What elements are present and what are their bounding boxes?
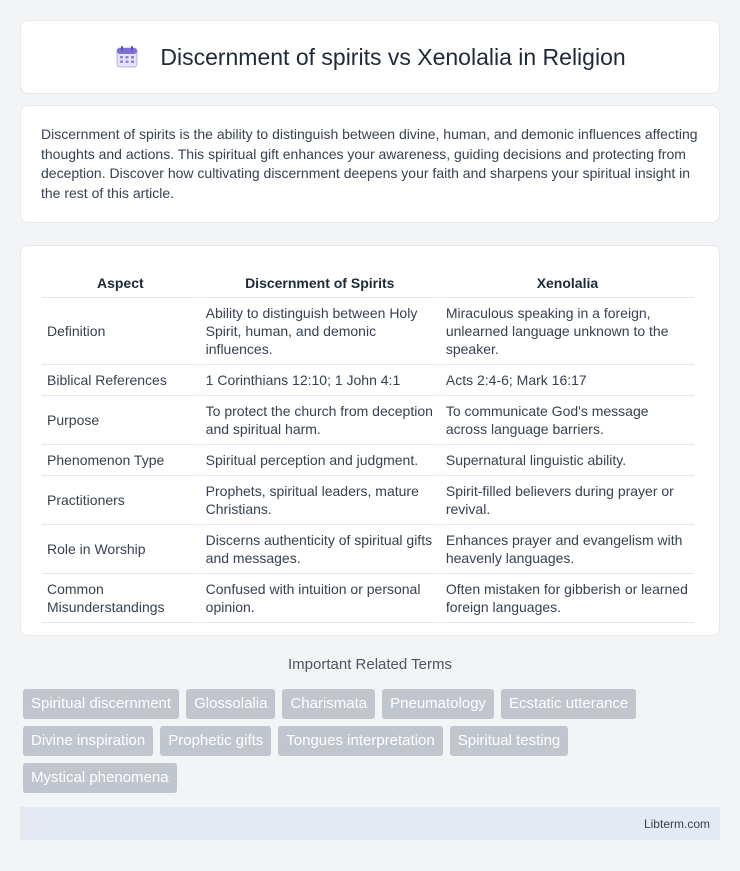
tag-charismata[interactable]: Charismata [282, 689, 375, 719]
cell-xenolalia: Miraculous speaking in a foreign, unlearned language unknown to the speaker. [441, 298, 694, 365]
title-card [20, 20, 720, 94]
cell-discernment: Spiritual perception and judgment. [201, 445, 439, 476]
tag-pneumatology[interactable]: Pneumatology [382, 689, 494, 719]
tag-divine-inspiration[interactable]: Divine inspiration [23, 726, 153, 756]
footer [20, 807, 720, 840]
tag-mystical-phenomena[interactable]: Mystical phenomena [23, 763, 177, 793]
cell-xenolalia: Supernatural linguistic ability. [441, 445, 694, 476]
table-row [42, 396, 694, 445]
cell-discernment: 1 Corinthians 12:10; 1 John 4:1 [201, 365, 439, 396]
tag-spiritual-testing[interactable]: Spiritual testing [450, 726, 569, 756]
intro-card [20, 105, 720, 223]
page-title: Discernment of spirits vs Xenolalia in Religion [160, 43, 626, 70]
cell-aspect: Biblical References [42, 365, 199, 396]
table-row [42, 365, 694, 396]
cell-discernment: Confused with intuition or personal opinion. [201, 574, 439, 623]
table-row [42, 298, 694, 365]
related-terms-title: Important Related Terms [288, 656, 452, 673]
table-header-row [42, 264, 694, 298]
cell-xenolalia: Spirit-filled believers during prayer or revival. [441, 476, 694, 525]
table-row [42, 525, 694, 574]
tag-tongues-interpretation[interactable]: Tongues interpretation [278, 726, 442, 756]
cell-aspect: Role in Worship [42, 525, 199, 574]
tag-spiritual-discernment[interactable]: Spiritual discernment [23, 689, 179, 719]
footer-site-link[interactable]: Libterm.com [643, 816, 710, 831]
cell-xenolalia: Often mistaken for gibberish or learned foreign languages. [441, 574, 694, 623]
cell-aspect: Common Misunderstandings [42, 574, 199, 623]
cell-discernment: Ability to distinguish between Holy Spirit, human, and demonic influences. [201, 298, 439, 365]
header-aspect: Aspect [42, 264, 199, 298]
cell-aspect: Definition [42, 298, 199, 365]
comparison-table [40, 264, 696, 623]
cell-xenolalia: To communicate God's message across language barriers. [441, 396, 694, 445]
header-xenolalia: Xenolalia [441, 264, 694, 298]
tag-glossolalia[interactable]: Glossolalia [186, 689, 275, 719]
cell-discernment: Prophets, spiritual leaders, mature Christians. [201, 476, 439, 525]
tag-prophetic-gifts[interactable]: Prophetic gifts [160, 726, 271, 756]
cell-discernment: Discerns authenticity of spiritual gifts and messages. [201, 525, 439, 574]
cell-aspect: Practitioners [42, 476, 199, 525]
cell-xenolalia: Acts 2:4-6; Mark 16:17 [441, 365, 694, 396]
cell-aspect: Phenomenon Type [42, 445, 199, 476]
table-row [42, 445, 694, 476]
cell-aspect: Purpose [42, 396, 199, 445]
table-row [42, 476, 694, 525]
intro-text: Discernment of spirits is the ability to distinguish between divine, human, and demonic influences affecting thoughts and actions. This spiritual gift enhances your awareness, guiding decisions and protecting from deception. Discover how cultivating discernment deepens your faith and sharpens your spiritual insight in the rest of this article. [41, 126, 698, 201]
calendar-icon [114, 44, 140, 70]
cell-discernment: To protect the church from deception and spiritual harm. [201, 396, 439, 445]
related-terms-tags [23, 689, 723, 793]
tag-ecstatic-utterance[interactable]: Ecstatic utterance [501, 689, 636, 719]
cell-xenolalia: Enhances prayer and evangelism with heavenly languages. [441, 525, 694, 574]
comparison-table-card [20, 245, 720, 636]
header-discernment: Discernment of Spirits [201, 264, 439, 298]
table-row [42, 574, 694, 623]
